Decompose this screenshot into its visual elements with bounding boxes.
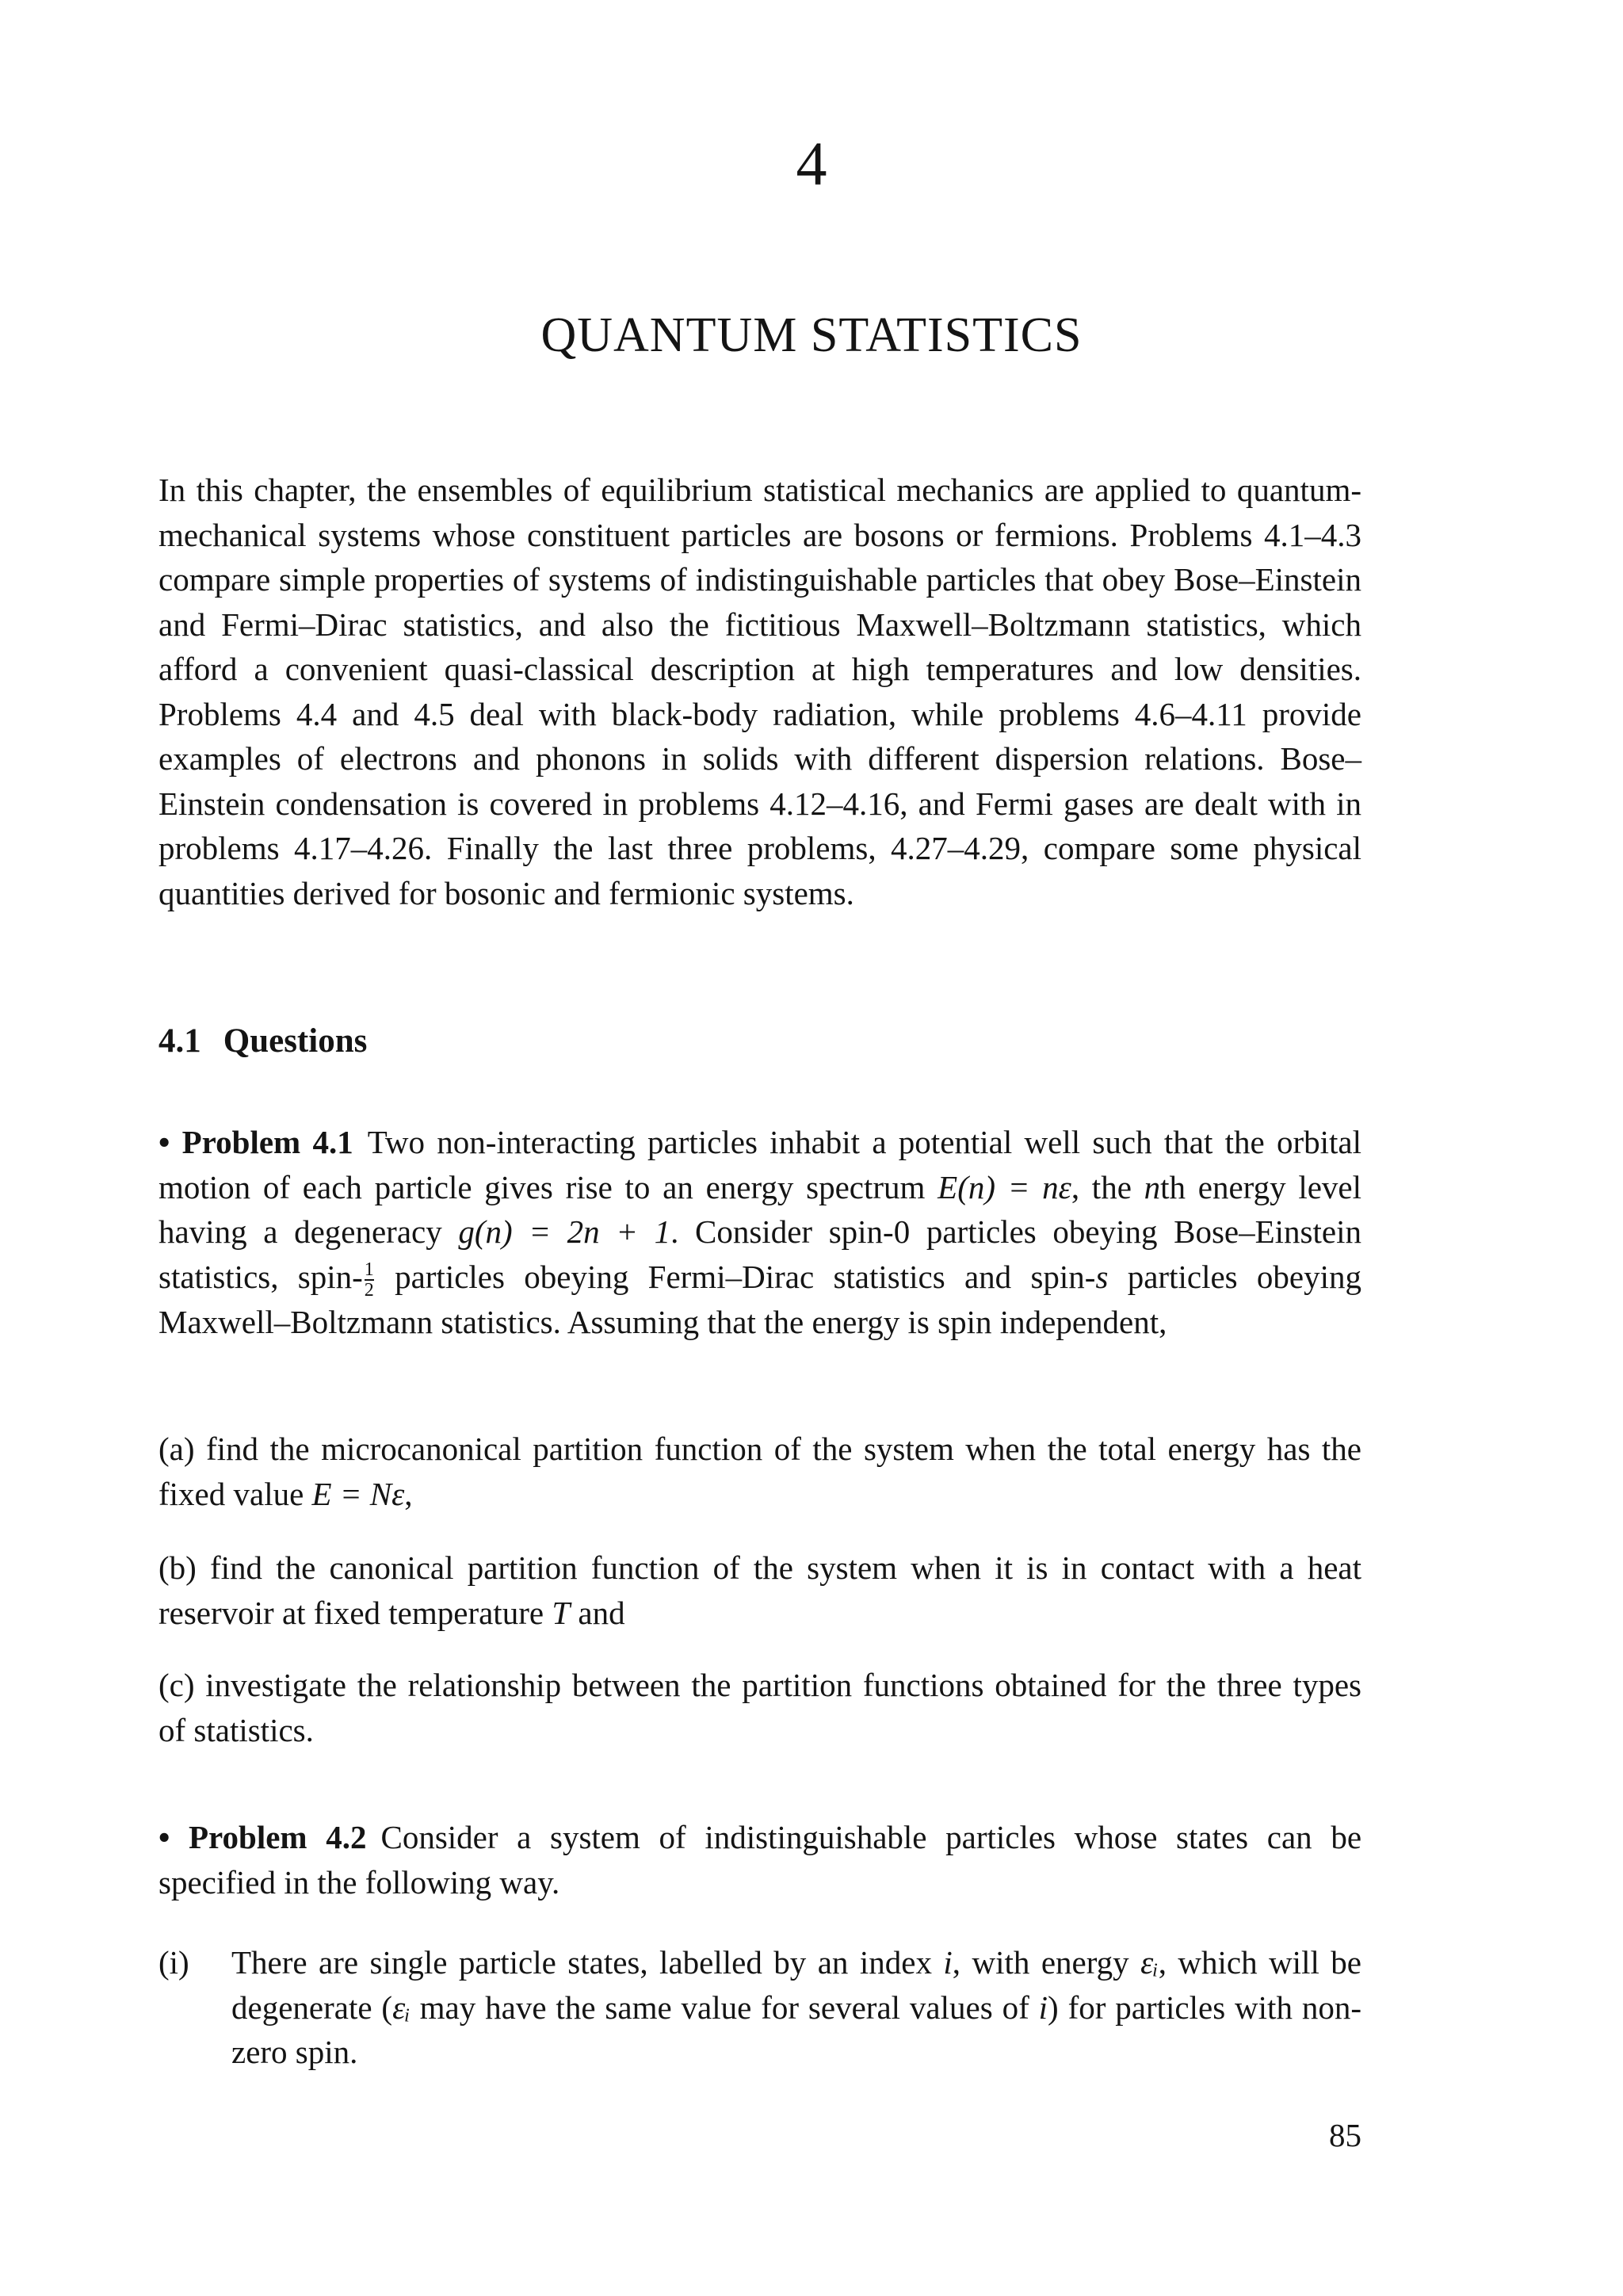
part-a-text: , (404, 1475, 413, 1512)
problem-4-1-text: . Consider spin-0 particles obeying Bose–Einstein statistics, spin- (158, 1213, 1361, 1295)
bullet-icon: • (158, 1124, 170, 1160)
problem-4-1-label: Problem 4.1 (181, 1124, 353, 1160)
problem-4-2-text: Consider a system of indistinguishable particles whose states can be specified in the following way. (158, 1819, 1362, 1901)
problem-4-1-part-c: (c) investigate the relationship between the partition functions obtained for the three types of statistics. (158, 1667, 1361, 1748)
section-number: 4.1 (158, 1022, 201, 1060)
item-i-text-part: , with energy (952, 1944, 1141, 1981)
variable-i: i (1038, 1988, 1048, 2026)
chapter-number: 4 (796, 129, 827, 198)
item-i-label: (i) (158, 1944, 189, 1981)
fraction-numerator: 1 (364, 1259, 374, 1281)
degeneracy-equation: g(n) = 2n + 1 (458, 1213, 671, 1250)
fraction-denominator: 2 (364, 1280, 374, 1301)
item-i-text-part: may have the same value for several values of (410, 1988, 1039, 2026)
fraction-one-half (365, 1260, 374, 1300)
energy-equation: E(n) = nε (938, 1168, 1071, 1205)
problem-4-1-part-a (158, 1427, 1361, 1516)
variable-n: n (1144, 1168, 1161, 1205)
bullet-icon: • (158, 1819, 170, 1855)
problem-4-1-part-b (158, 1545, 1361, 1635)
energy-epsilon-i: εᵢ (392, 1988, 411, 2026)
problem-4-1-text: th energy level having a degeneracy (158, 1168, 1361, 1250)
variable-t: T (552, 1594, 571, 1631)
item-i-text-part: , which will be degenerate ( (231, 1944, 1361, 2026)
problem-4-1-paragraph (158, 1120, 1361, 1345)
problem-4-2-label: Problem 4.2 (189, 1819, 367, 1855)
variable-s: s (1095, 1258, 1109, 1295)
problem-4-1-text: particles obeying Fermi–Dirac statistics and spin- (375, 1258, 1096, 1295)
page-number: 85 (1329, 2117, 1361, 2153)
intro-paragraph: In this chapter, the ensembles of equilibrium statistical mechanics are applied to quantum-mechanical systems whose constituent particles are bosons or fermions. Problems 4.1–4.3 compare simple properties of systems of indistinguishable particles that obey Bose–Einstein and Fermi–Dirac statistics, and also the fictitious Maxwell–Boltzmann statistics, which afford a convenient quasi-classical description at high temperatures and low densities. Problems 4.4 and 4.5 deal with black-body radiation, while problems 4.6–4.11 provide examples of electrons and phonons in solids with different dispersion relations. Bose–Einstein condensation is covered in problems 4.12–4.16, and Fermi gases are dealt with in problems 4.17–4.26. Finally the last three problems, 4.27–4.29, compare some physical quantities derived for bosonic and fermionic systems. (158, 472, 1361, 911)
problem-4-2-paragraph (158, 1815, 1361, 1904)
chapter-title: QUANTUM STATISTICS (540, 308, 1083, 362)
problem-4-1-text: Two non-interacting particles inhabit a potential well such that the orbital motion of each particle gives rise to an energy spectrum (158, 1124, 1361, 1205)
part-a-text: (a) find the microcanonical partition function of the system when the total energy has the fixed value (158, 1431, 1361, 1512)
item-i-text (231, 1940, 1361, 2075)
part-b-text: and (570, 1594, 625, 1631)
total-energy-equation: E = Nε (311, 1475, 405, 1512)
section-title: Questions (223, 1022, 368, 1060)
item-i-text-part: There are single particle states, labelled by an index (231, 1944, 944, 1981)
problem-4-1-text: , the (1071, 1168, 1144, 1205)
item-i-text-part: ) for particles with non-zero spin. (231, 1988, 1361, 2070)
variable-i: i (943, 1944, 953, 1981)
energy-epsilon-i: εᵢ (1140, 1944, 1159, 1981)
part-b-text: (b) find the canonical partition function of the system when it is in contact with a heat reservoir at fixed temperature (158, 1549, 1361, 1631)
problem-4-1-text: particles obeying Maxwell–Boltzmann statistics. Assuming that the energy is spin independent, (158, 1258, 1362, 1341)
section-heading (158, 1024, 367, 1058)
